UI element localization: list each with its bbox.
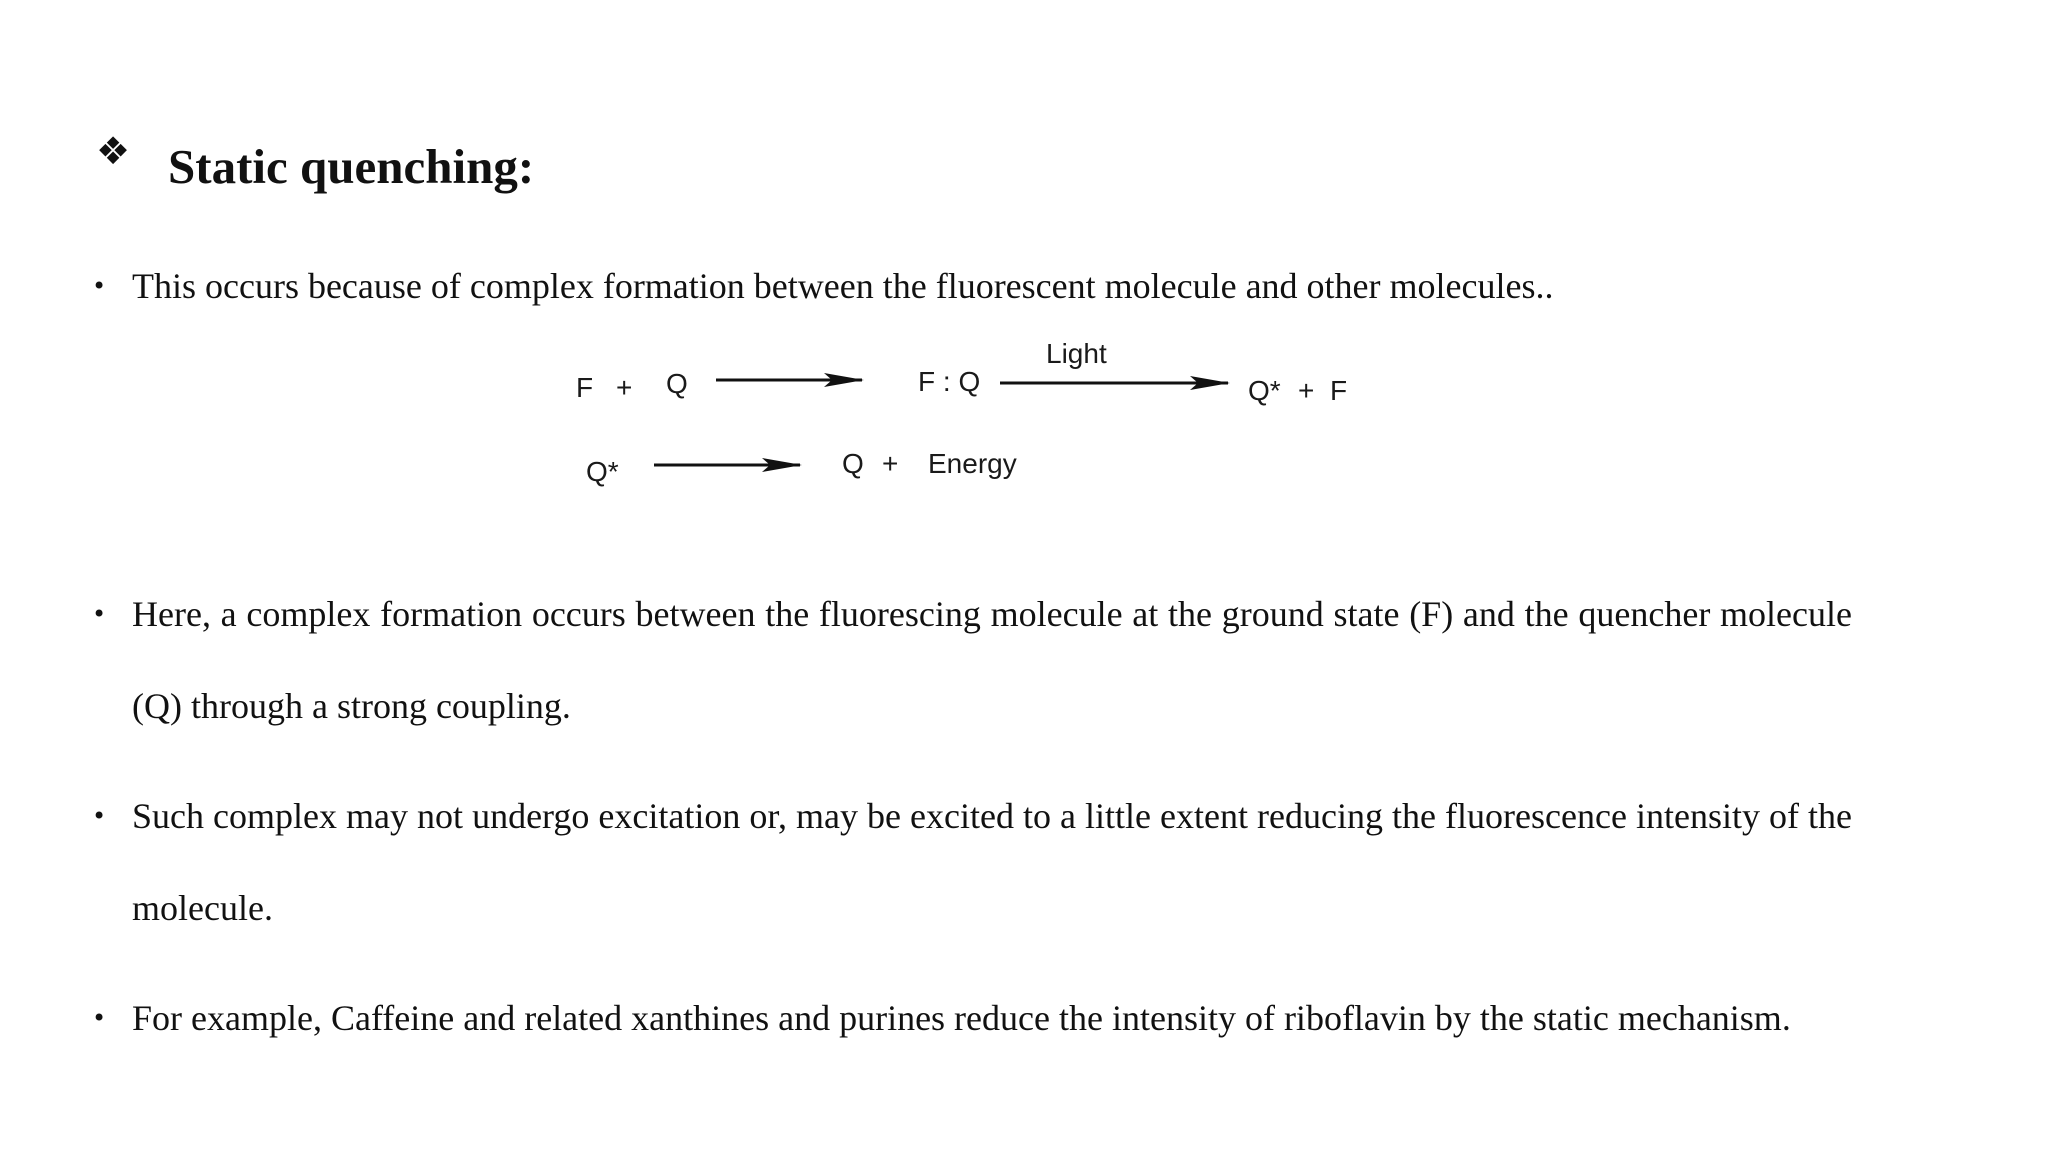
bullet-item [92,972,1852,1064]
bullet-text: This occurs because of complex formation between the fluorescent molecule and other molecules.. [132,266,1554,306]
bullet-dot-icon: • [92,272,107,300]
condition-light: Light [1046,338,1107,369]
slide-heading [96,130,534,194]
diamond-bullet-icon: ❖ [96,129,131,173]
bullet-dot-icon: • [92,1004,107,1032]
product-f: F [1330,375,1348,406]
product-q-excited: Q* [1248,375,1281,406]
bullet-dot-icon: • [92,802,107,830]
product-energy: Energy [928,448,1017,479]
bullet-item [92,568,1852,752]
slide-title: Static quenching: [168,139,535,194]
reactant-q-excited: Q* [586,456,619,487]
bullet-text: Here, a complex formation occurs between the fluorescing molecule at the ground state (F) and the quencher molecule (Q) through a strong coupling. [132,594,1852,726]
plus-sign: + [1298,375,1315,406]
bullet-item [92,240,1852,332]
bullet-text: Such complex may not undergo excitation or, may be excited to a little extent reducing the fluorescence intensity of the molecule. [132,796,1852,928]
bullet-text: For example, Caffeine and related xanthines and purines reduce the intensity of riboflavin by the static mechanism. [132,998,1791,1038]
complex-fq: F : Q [918,366,981,397]
bullet-item [92,770,1852,954]
reactant-q: Q [666,368,688,399]
plus-sign: + [616,372,633,403]
product-q: Q [842,448,864,479]
bullet-dot-icon: • [92,600,107,628]
reaction-diagram [560,330,1380,500]
reactant-f: F [576,372,594,403]
plus-sign: + [882,448,899,479]
